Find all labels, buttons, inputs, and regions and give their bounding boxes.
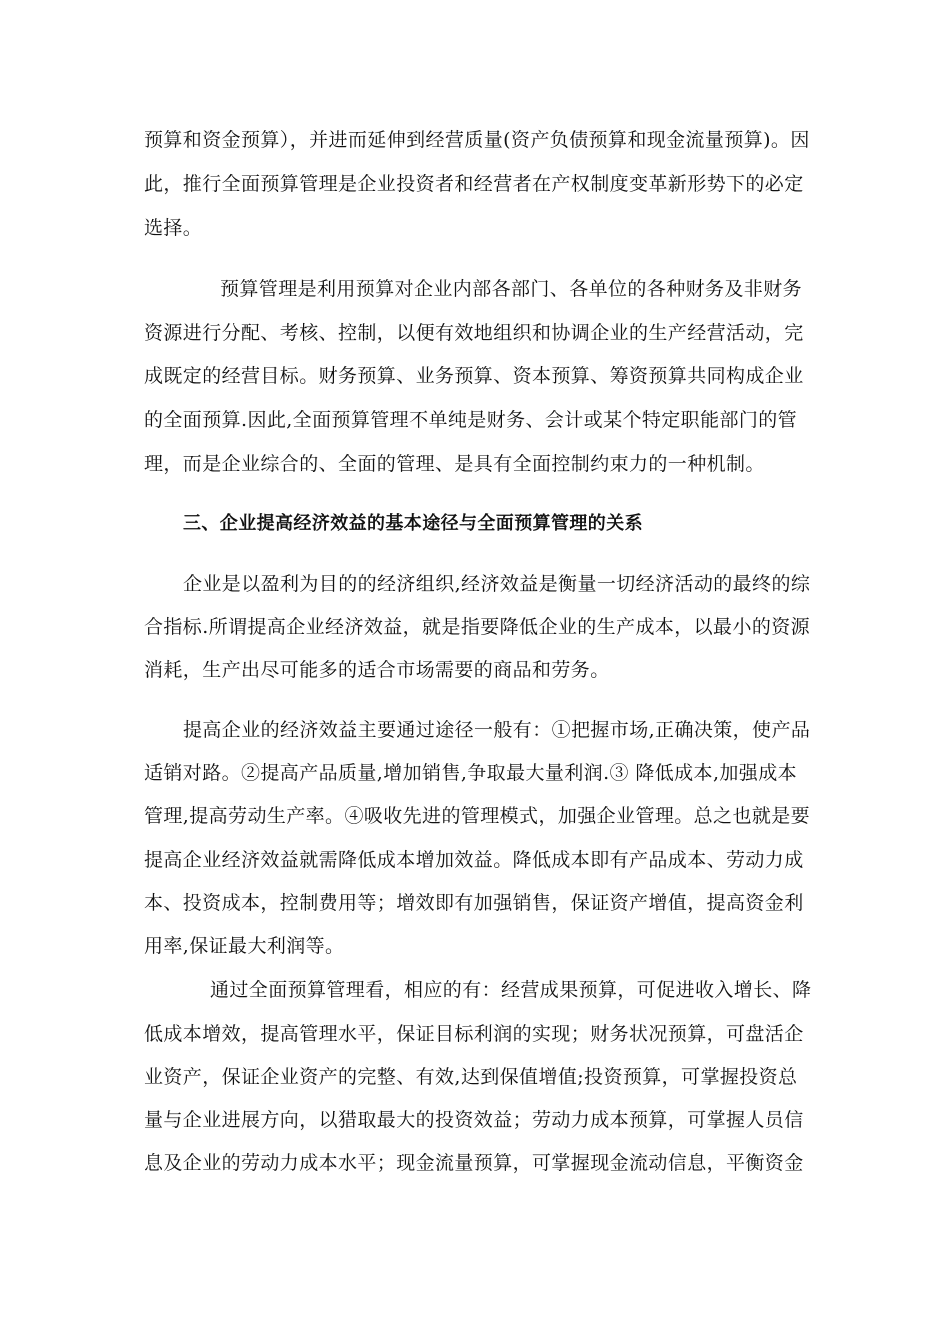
paragraph-2-line-5: 理，而是企业综合的、全面的管理、是具有全面控制约束力的一种机制。 [144,453,765,475]
paragraph-4-line-2: 适销对路。②提高产品质量,增加销售,争取最大量利润.③ 降低成本,加强成本 [144,762,797,784]
paragraph-5-line-2: 低成本增效，提高管理水平，保证目标利润的实现；财务状况预算，可盘活企 [144,1023,804,1045]
paragraph-1-line-2: 此，推行全面预算管理是企业投资者和经营者在产权制度变革新形势下的必定 [144,173,804,195]
paragraph-5-line-1: 通过全面预算管理看，相应的有：经营成果预算，可促进收入增长、降 [210,979,812,1001]
paragraph-4-line-5: 本、投资成本，控制费用等；增效即有加强销售，保证资产增值，提高资金利 [144,892,804,914]
paragraph-4-line-4: 提高企业经济效益就需降低成本增加效益。降低成本即有产品成本、劳动力成 [144,849,804,871]
paragraph-5-line-3: 业资产，保证企业资产的完整、有效,达到保值增值;投资预算，可掌握投资总 [144,1066,798,1088]
paragraph-1-line-1: 预算和资金预算），并进而延伸到经营质量(资产负债预算和现金流量预算)。因 [144,129,810,151]
paragraph-3-line-1: 企业是以盈利为目的的经济组织,经济效益是衡量一切经济活动的最终的综 [183,573,811,595]
paragraph-1-line-3: 选择。 [144,217,203,239]
paragraph-3-line-2: 合指标.所谓提高企业经济效益，就是指要降低企业的生产成本，以最小的资源 [144,616,811,638]
section-heading: 三、企业提高经济效益的基本途径与全面预算管理的关系 [183,513,643,534]
paragraph-2-line-2: 资源进行分配、考核、控制，以便有效地组织和协调企业的生产经营活动，完 [144,322,804,344]
paragraph-2-line-1: 预算管理是利用预算对企业内部各部门、各单位的各种财务及非财务 [220,278,803,300]
paragraph-4-line-3: 管理,提高劳动生产率。④吸收先进的管理模式，加强企业管理。总之也就是要 [144,805,811,827]
paragraph-3-line-3: 消耗，生产出尽可能多的适合市场需要的商品和劳务。 [144,659,610,681]
paragraph-4-line-6: 用率,保证最大利润等。 [144,935,345,957]
paragraph-5-line-5: 息及企业的劳动力成本水平；现金流量预算，可掌握现金流动信息，平衡资金 [144,1152,804,1174]
paragraph-4-line-1: 提高企业的经济效益主要通过途径一般有：①把握市场,正确决策，使产品 [183,719,811,741]
paragraph-2-line-4: 的全面预算.因此,全面预算管理不单纯是财务、会计或某个特定职能部门的管 [144,409,798,431]
paragraph-5-line-4: 量与企业进展方向，以猎取最大的投资效益；劳动力成本预算，可掌握人员信 [144,1109,804,1131]
paragraph-2-line-3: 成既定的经营目标。财务预算、业务预算、资本预算、筹资预算共同构成企业 [144,365,804,387]
